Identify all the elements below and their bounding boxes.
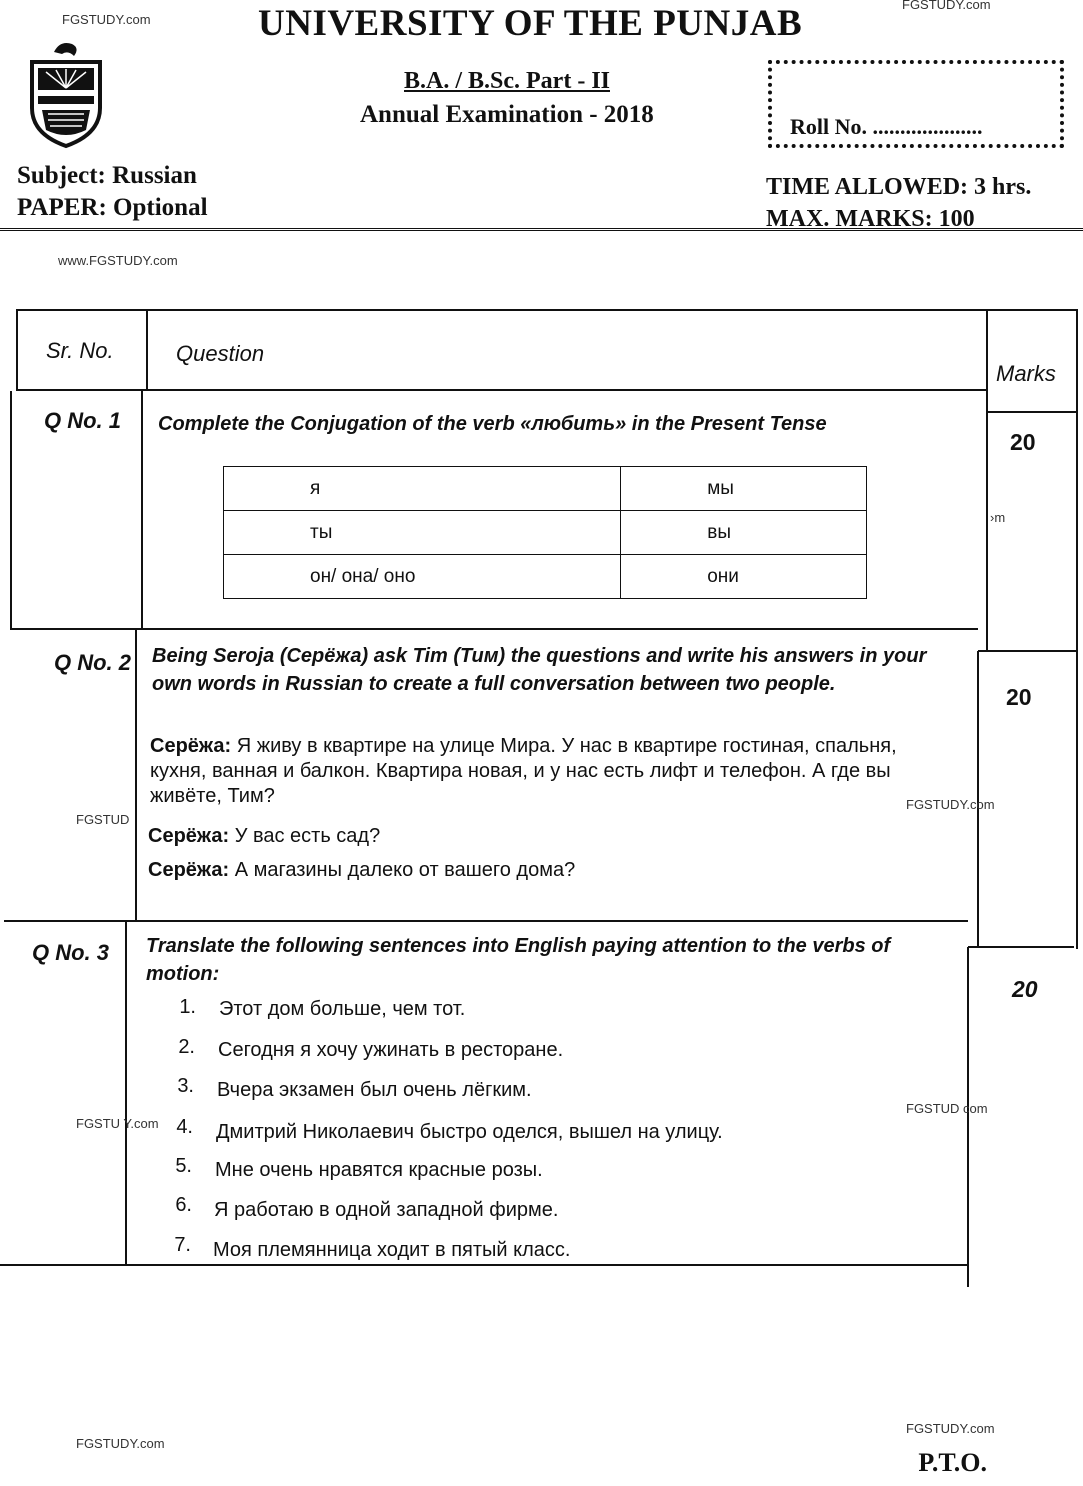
dialogue-text-3: А магазины далеко от вашего дома? <box>234 859 576 881</box>
column-header-srno: Sr. No. <box>46 338 114 363</box>
conjugation-table <box>223 466 867 599</box>
sentence-text: Я работаю в одной западной фирме. <box>214 1199 559 1221</box>
q2-label: Q No. 2 <box>54 650 132 675</box>
pronoun-ty: ты <box>224 511 621 555</box>
subject-label: Subject: Russian <box>17 162 197 189</box>
dialogue-line-2 <box>148 824 380 849</box>
dialogue-text-1: Я живу в квартире на улице Мира. У нас в квартире гостиная, спальня, кухня, ванная и балкон. Квартира новая, и у нас есть лифт и телефон. А где вы живёте, Тим? <box>150 735 897 807</box>
time-allowed: TIME ALLOWED: 3 hrs. <box>766 174 1032 200</box>
sentence-text: Вчера экзамен был очень лёгким. <box>217 1079 532 1101</box>
roll-number-field: Roll No. .................... <box>790 114 983 139</box>
university-crest-icon <box>24 38 108 150</box>
pronoun-oni: они <box>621 555 867 599</box>
column-header-marks: Marks <box>996 361 1056 386</box>
watermark: FGSTUD com <box>906 1101 988 1116</box>
sentence-text: Дмитрий Николаевич быстро оделся, вышел на улицу. <box>216 1121 723 1143</box>
sentence-number: 2. <box>178 1036 195 1058</box>
q2-marks: 20 <box>1006 684 1032 710</box>
watermark: FGSTUDY.com <box>76 1436 165 1451</box>
sentence-number: 5. <box>175 1155 192 1177</box>
watermark: FGSTUD <box>76 812 130 827</box>
watermark: FGSTUDY.com <box>62 12 151 27</box>
speaker-label: Серёжа: <box>148 859 230 881</box>
speaker-label: Серёжа: <box>150 735 232 757</box>
dialogue-text-2: У вас есть сад? <box>234 825 381 847</box>
watermark: www.FGSTUDY.com <box>58 253 178 268</box>
speaker-label: Серёжа: <box>148 825 230 847</box>
q3-label: Q No. 3 <box>32 940 110 965</box>
paper-label: PAPER: Optional <box>17 194 208 221</box>
sentence-number: 6. <box>175 1194 192 1216</box>
university-title: UNIVERSITY OF THE PUNJAB <box>258 3 803 44</box>
watermark: FGSTUDY.com <box>906 797 995 812</box>
sentence-number: 3. <box>177 1075 194 1097</box>
watermark: ›m <box>990 510 1006 525</box>
sentence-text: Сегодня я хочу ужинать в ресторане. <box>218 1039 564 1061</box>
q1-label: Q No. 1 <box>44 408 122 433</box>
please-turn-over: P.T.O. <box>918 1448 987 1477</box>
watermark: FGSTUDY.com <box>906 1421 995 1436</box>
pronoun-on-ona-ono: он/ она/ оно <box>224 555 621 599</box>
sentence-number: 7. <box>174 1234 191 1256</box>
q1-text: Complete the Conjugation of the verb «любить» in the Present Tense <box>158 413 827 435</box>
watermark: FGSTUDY.com <box>902 0 991 12</box>
sentence-text: Этот дом больше, чем тот. <box>219 998 466 1020</box>
pronoun-my: мы <box>621 467 867 511</box>
dialogue-line-1 <box>150 734 920 809</box>
header-divider <box>0 228 1083 231</box>
q1-marks: 20 <box>1010 429 1036 455</box>
max-marks: MAX. MARKS: 100 <box>766 206 975 232</box>
sentence-text: Мне очень нравятся красные розы. <box>215 1159 543 1181</box>
sentence-text: Моя племянница ходит в пятый класс. <box>213 1239 571 1261</box>
column-header-question: Question <box>176 341 265 366</box>
q3-text: Translate the following sentences into English paying attention to the verbs of motion: <box>146 935 891 985</box>
pronoun-vy: вы <box>621 511 867 555</box>
exam-name: Annual Examination - 2018 <box>360 101 654 128</box>
course-name: B.A. / B.Sc. Part - II <box>404 68 610 94</box>
pronoun-ya: я <box>224 467 621 511</box>
sentence-number: 4. <box>176 1116 193 1138</box>
sentence-number: 1. <box>179 996 196 1018</box>
watermark: FGSTU Y.com <box>76 1116 159 1131</box>
q2-text: Being Seroja (Серёжа) ask Tim (Тим) the questions and write his answers in your own words in Russian to create a full conversation between two people. <box>152 645 927 695</box>
dialogue-line-3 <box>148 858 575 883</box>
q3-marks: 20 <box>1012 976 1038 1002</box>
